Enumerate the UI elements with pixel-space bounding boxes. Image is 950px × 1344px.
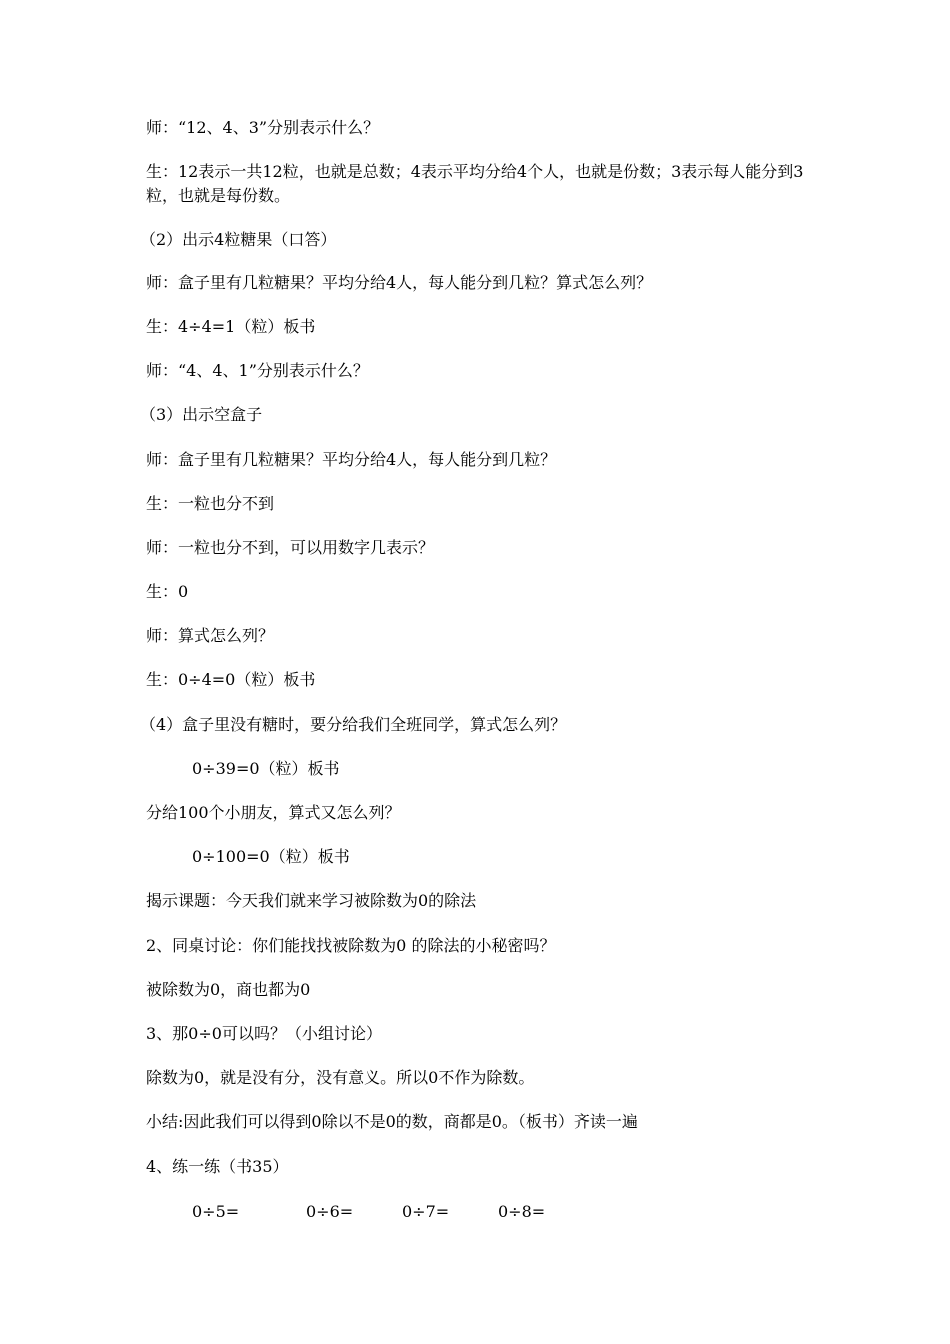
section-2-heading: 2、同桌讨论：你们能找找被除数为0 的除法的小秘密吗？	[146, 936, 556, 955]
exercise-1: 0÷5=	[192, 1202, 240, 1221]
student-answer-3: 生：一粒也分不到	[146, 494, 275, 513]
teacher-question-3: 师：“4、4、1”分别表示什么？	[146, 361, 369, 380]
teacher-question-2: 师：盒子里有几粒糖果？平均分给4人，每人能分到几粒？算式怎么列？	[146, 273, 653, 292]
teacher-question-5: 师：一粒也分不到，可以用数字几表示？	[146, 538, 435, 557]
equation-1: 0÷39=0（粒）板书	[192, 759, 340, 778]
exercise-4: 0÷8=	[498, 1202, 546, 1221]
exercise-3: 0÷7=	[402, 1202, 450, 1221]
section-4-heading: 4、练一练（书35）	[146, 1157, 289, 1176]
student-answer-5: 生：0÷4=0（粒）板书	[146, 670, 316, 689]
student-answer-2: 生：4÷4=1（粒）板书	[146, 317, 316, 336]
student-answer-4: 生：0	[146, 582, 189, 601]
section-3-heading: 3、那0÷0可以吗？（小组讨论）	[146, 1024, 382, 1043]
student-answer-1: 生：12表示一共12粒，也就是总数；4表示平均分给4个人，也就是份数；3表示每人能分到3粒，也就是每份数。	[146, 162, 804, 205]
conclusion-2: 除数为0，就是没有分，没有意义。所以0不作为除数。	[146, 1068, 535, 1087]
step-3-heading: （3）出示空盒子	[140, 405, 263, 424]
step-4-heading: （4）盒子里没有糖时，要分给我们全班同学，算式怎么列？	[140, 715, 567, 734]
teacher-question-6: 师：算式怎么列？	[146, 626, 275, 645]
exercise-2: 0÷6=	[306, 1202, 354, 1221]
summary: 小结:因此我们可以得到0除以不是0的数，商都是0。（板书）齐读一遍	[146, 1112, 638, 1131]
step-2-heading: （2）出示4粒糖果（口答）	[140, 230, 337, 249]
teacher-question-1: 师：“12、4、3”分别表示什么？	[146, 118, 380, 137]
exercise-row	[0, 1200, 950, 1224]
question-line: 分给100个小朋友，算式又怎么列？	[146, 803, 401, 822]
topic-reveal: 揭示课题：今天我们就来学习被除数为0的除法	[146, 891, 477, 910]
equation-2: 0÷100=0（粒）板书	[192, 847, 350, 866]
teacher-question-4: 师：盒子里有几粒糖果？平均分给4人，每人能分到几粒？	[146, 450, 557, 469]
conclusion-1: 被除数为0，商也都为0	[146, 980, 311, 999]
